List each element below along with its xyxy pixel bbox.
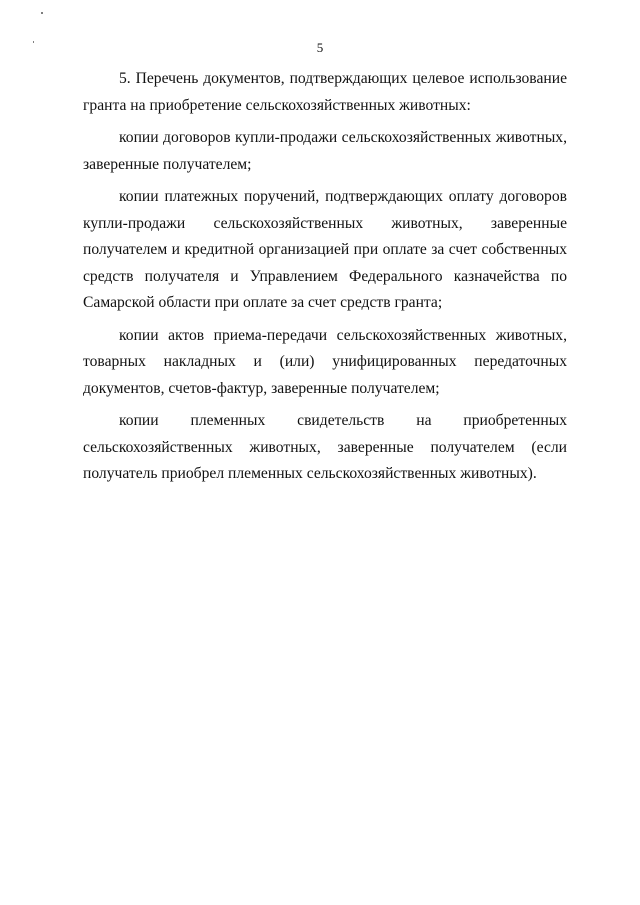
paragraph-payment-orders: копии платежных поручений, подтверждающих оплату договоров купли-продажи сельскохозяйственных животных, заверенные получателем и кредитной организацией при оплате за счет собственных средств получателя и Управлением Федерального казначейства по Самарской области при оплате за счет средств гранта; [83,188,567,311]
paragraph-transfer-acts: копии актов приема-передачи сельскохозяйственных животных, товарных накладных и (или) унифицированных передаточных документов, счетов-фактур, заверенные получателем; [83,326,567,397]
page-number: 5 [316,40,324,55]
document-body [83,66,567,494]
paragraph-document-list-heading: 5. Перечень документов, подтверждающих целевое использование гранта на приобретение сельскохозяйственных животных: [83,70,567,114]
scan-speck [41,12,43,14]
paragraph-breeding-certificates: копии племенных свидетельств на приобретенных сельскохозяйственных животных, заверенные получателем (если получатель приобрел племенных сельскохозяйственных животных). [83,412,567,482]
paragraph-sale-contracts: копии договоров купли-продажи сельскохозяйственных животных, заверенные получателем; [83,129,567,173]
